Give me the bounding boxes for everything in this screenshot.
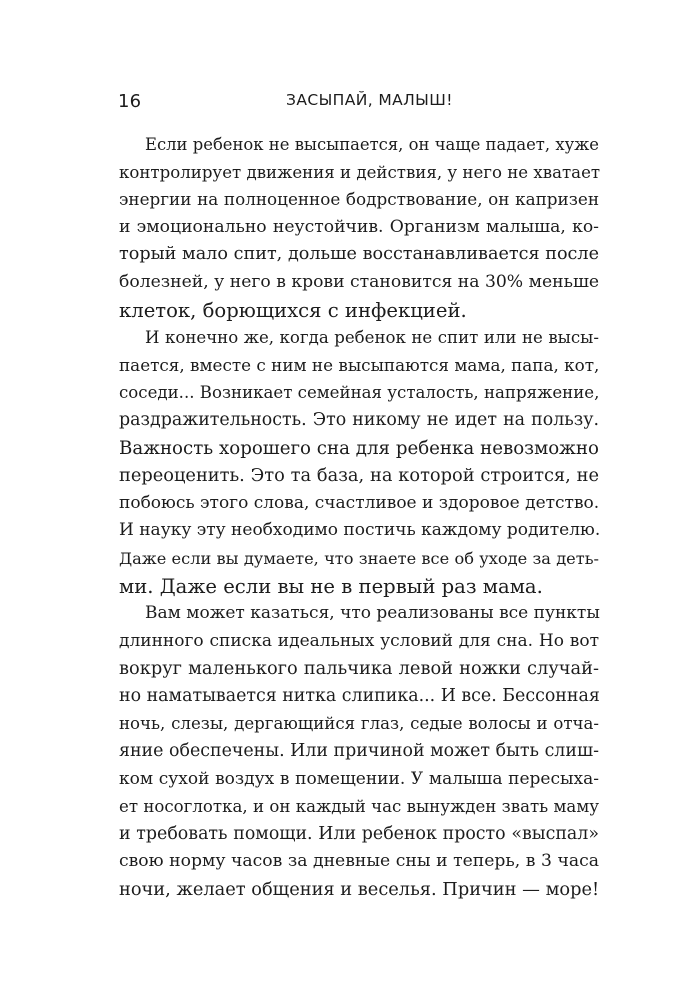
text-line: энергии на полноценное бодрствование, он капризен [119,189,599,210]
text-line: раздражительность. Это никому не идет на пользу. [119,409,599,430]
text-line: ми. Даже если вы не в первый раз мама. [119,574,543,598]
text-line: ночи, желает общения и веселья. Причин — море! [119,879,600,901]
book-title: ЗАСЫПАЙ, МАЛЫШ! [286,91,453,109]
page-number: 16 [118,91,142,112]
text-line: клеток, борющихся с инфекцией. [119,298,467,322]
text-line: Даже если вы думаете, что знаете все об уходе за деть- [119,548,599,568]
text-line: соседи... Возникает семейная усталость, напряжение, [119,383,600,403]
text-line: Важность хорошего сна для ребенка невозможно [119,437,599,459]
text-line: свою норму часов за дневные сны и теперь, в 3 часа [119,851,599,872]
text-line: и эмоционально неустойчив. Организм малыша, ко- [119,216,599,237]
text-line: болезней, у него в крови становится на 30% меньше [119,271,600,292]
body-text [119,131,599,904]
text-line: Вам может казаться, что реализованы все пункты [145,603,600,624]
text-line: пается, вместе с ним не высыпаются мама, папа, кот, [119,354,600,375]
text-line: ком сухой воздух в помещении. У малыша пересыха- [119,768,599,789]
text-line: и требовать помощи. Или ребенок просто «выспал» [119,823,599,844]
text-line: контролирует движения и действия, у него не хватает [119,162,601,182]
paragraph [119,324,599,600]
paragraph [119,131,599,324]
text-line: побоюсь этого слова, счастливое и здоровое детство. [119,492,600,513]
text-line: длинного списка идеальных условий для сна. Но вот [119,630,599,651]
text-line: ет носоглотка, и он каждый час вынужден звать маму [119,797,599,817]
text-line: Если ребенок не высыпается, он чаще падает, хуже [145,135,599,154]
text-line: ночь, слезы, дергающийся глаз, седые волосы и отча- [119,714,599,734]
paragraph [119,600,599,904]
text-line: вокруг маленького пальчика левой ножки случай- [119,658,599,680]
text-line: И науку эту необходимо постичь каждому родителю. [119,520,601,541]
text-line: переоценить. Это та база, на которой строится, не [119,465,599,487]
text-line: И конечно же, когда ребенок не спит или не высы- [145,328,599,348]
text-line: но наматывается нитка слипика... И все. Бессонная [119,685,600,706]
running-header [118,91,598,115]
text-line: торый мало спит, дольше восстанавливается после [119,244,599,265]
text-line: яние обеспечены. Или причиной может быть слиш- [119,741,599,762]
